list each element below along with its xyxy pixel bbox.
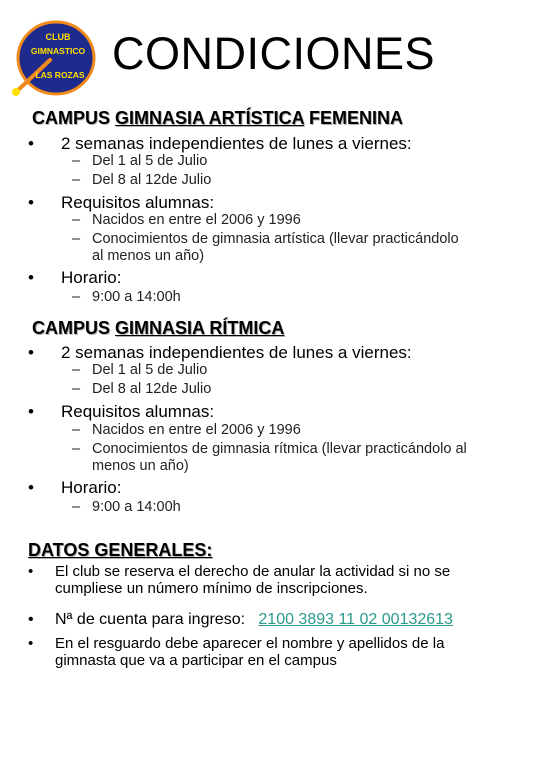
dash: – xyxy=(72,289,81,305)
sub-list-item-text: Del 8 al 12de Julio xyxy=(92,381,212,397)
section-title-underlined: GIMNASIA RÍTMICA xyxy=(115,318,285,338)
dash: – xyxy=(72,172,81,188)
section-title-datos-generales xyxy=(28,540,212,561)
bullet: • xyxy=(28,343,34,362)
section-title-prefix: CAMPUS xyxy=(32,108,116,128)
list-item-text xyxy=(55,611,453,629)
account-number-link[interactable]: 2100 3893 11 02 00132613 xyxy=(258,611,453,628)
bullet: • xyxy=(28,635,34,652)
dash: – xyxy=(72,422,81,438)
sub-list-item-text: Nacidos en entre el 2006 y 1996 xyxy=(92,212,301,228)
bullet: • xyxy=(28,402,34,421)
sub-list-item-text: 9:00 a 14:00h xyxy=(92,499,181,515)
page-title: CONDICIONES xyxy=(112,28,436,79)
sub-list-item-text: Del 8 al 12de Julio xyxy=(92,172,212,188)
list-item-text: El club se reserva el derecho de anular la actividad si no se xyxy=(55,563,451,580)
list-item-text: cumpliese un número mínimo de inscripciones. xyxy=(55,580,368,597)
bullet: • xyxy=(28,478,34,497)
dash: – xyxy=(72,381,81,397)
bullet: • xyxy=(28,193,34,212)
list-item-text: En el resguardo debe aparecer el nombre y apellidos de la xyxy=(55,635,445,652)
sub-list-item-text: 9:00 a 14:00h xyxy=(92,289,181,305)
dash: – xyxy=(72,231,81,247)
logo-text-gimnastico: GIMNASTICO xyxy=(30,46,86,56)
dash: – xyxy=(72,153,81,169)
list-item-text: Requisitos alumnas: xyxy=(61,193,215,212)
sub-list-item-text: Del 1 al 5 de Julio xyxy=(92,153,208,169)
bullet: • xyxy=(28,268,34,287)
list-item-text: 2 semanas independientes de lunes a viernes: xyxy=(61,343,412,362)
dash: – xyxy=(72,441,81,457)
sub-list-item-continuation: al menos un año) xyxy=(92,248,205,264)
section-title-ritmica xyxy=(32,318,284,339)
section-title-prefix: CAMPUS xyxy=(32,318,116,338)
dash: – xyxy=(72,212,81,228)
club-logo xyxy=(10,18,96,100)
bullet: • xyxy=(28,134,34,153)
list-item-text: Horario: xyxy=(61,268,122,287)
section-title-underlined: GIMNASIA ARTÍSTICA xyxy=(115,108,305,128)
sub-list-item-text: Conocimientos de gimnasia artística (llevar practicándolo xyxy=(92,231,459,247)
list-item-text: Horario: xyxy=(61,478,122,497)
sub-list-item-text: Conocimientos de gimnasia rítmica (llevar practicándolo al xyxy=(92,441,467,457)
list-item-text: 2 semanas independientes de lunes a viernes: xyxy=(61,134,412,153)
sub-list-item-continuation: menos un año) xyxy=(92,458,189,474)
sub-list-item-text: Nacidos en entre el 2006 y 1996 xyxy=(92,422,301,438)
bullet: • xyxy=(28,563,34,580)
list-item-text: gimnasta que va a participar en el campus xyxy=(55,652,337,669)
dash: – xyxy=(72,499,81,515)
section-title-artistica xyxy=(32,108,403,129)
account-label: Nª de cuenta para ingreso: xyxy=(55,611,246,628)
section-title-underlined: DATOS GENERALES: xyxy=(28,540,213,560)
list-item-text: Requisitos alumnas: xyxy=(61,402,215,421)
logo-text-club: CLUB xyxy=(45,32,71,42)
dash: – xyxy=(72,362,81,378)
section-title-suffix: FEMENINA xyxy=(304,108,404,128)
bullet: • xyxy=(28,611,34,628)
logo-text-las-rozas: LAS ROZAS xyxy=(35,70,85,80)
sub-list-item-text: Del 1 al 5 de Julio xyxy=(92,362,208,378)
